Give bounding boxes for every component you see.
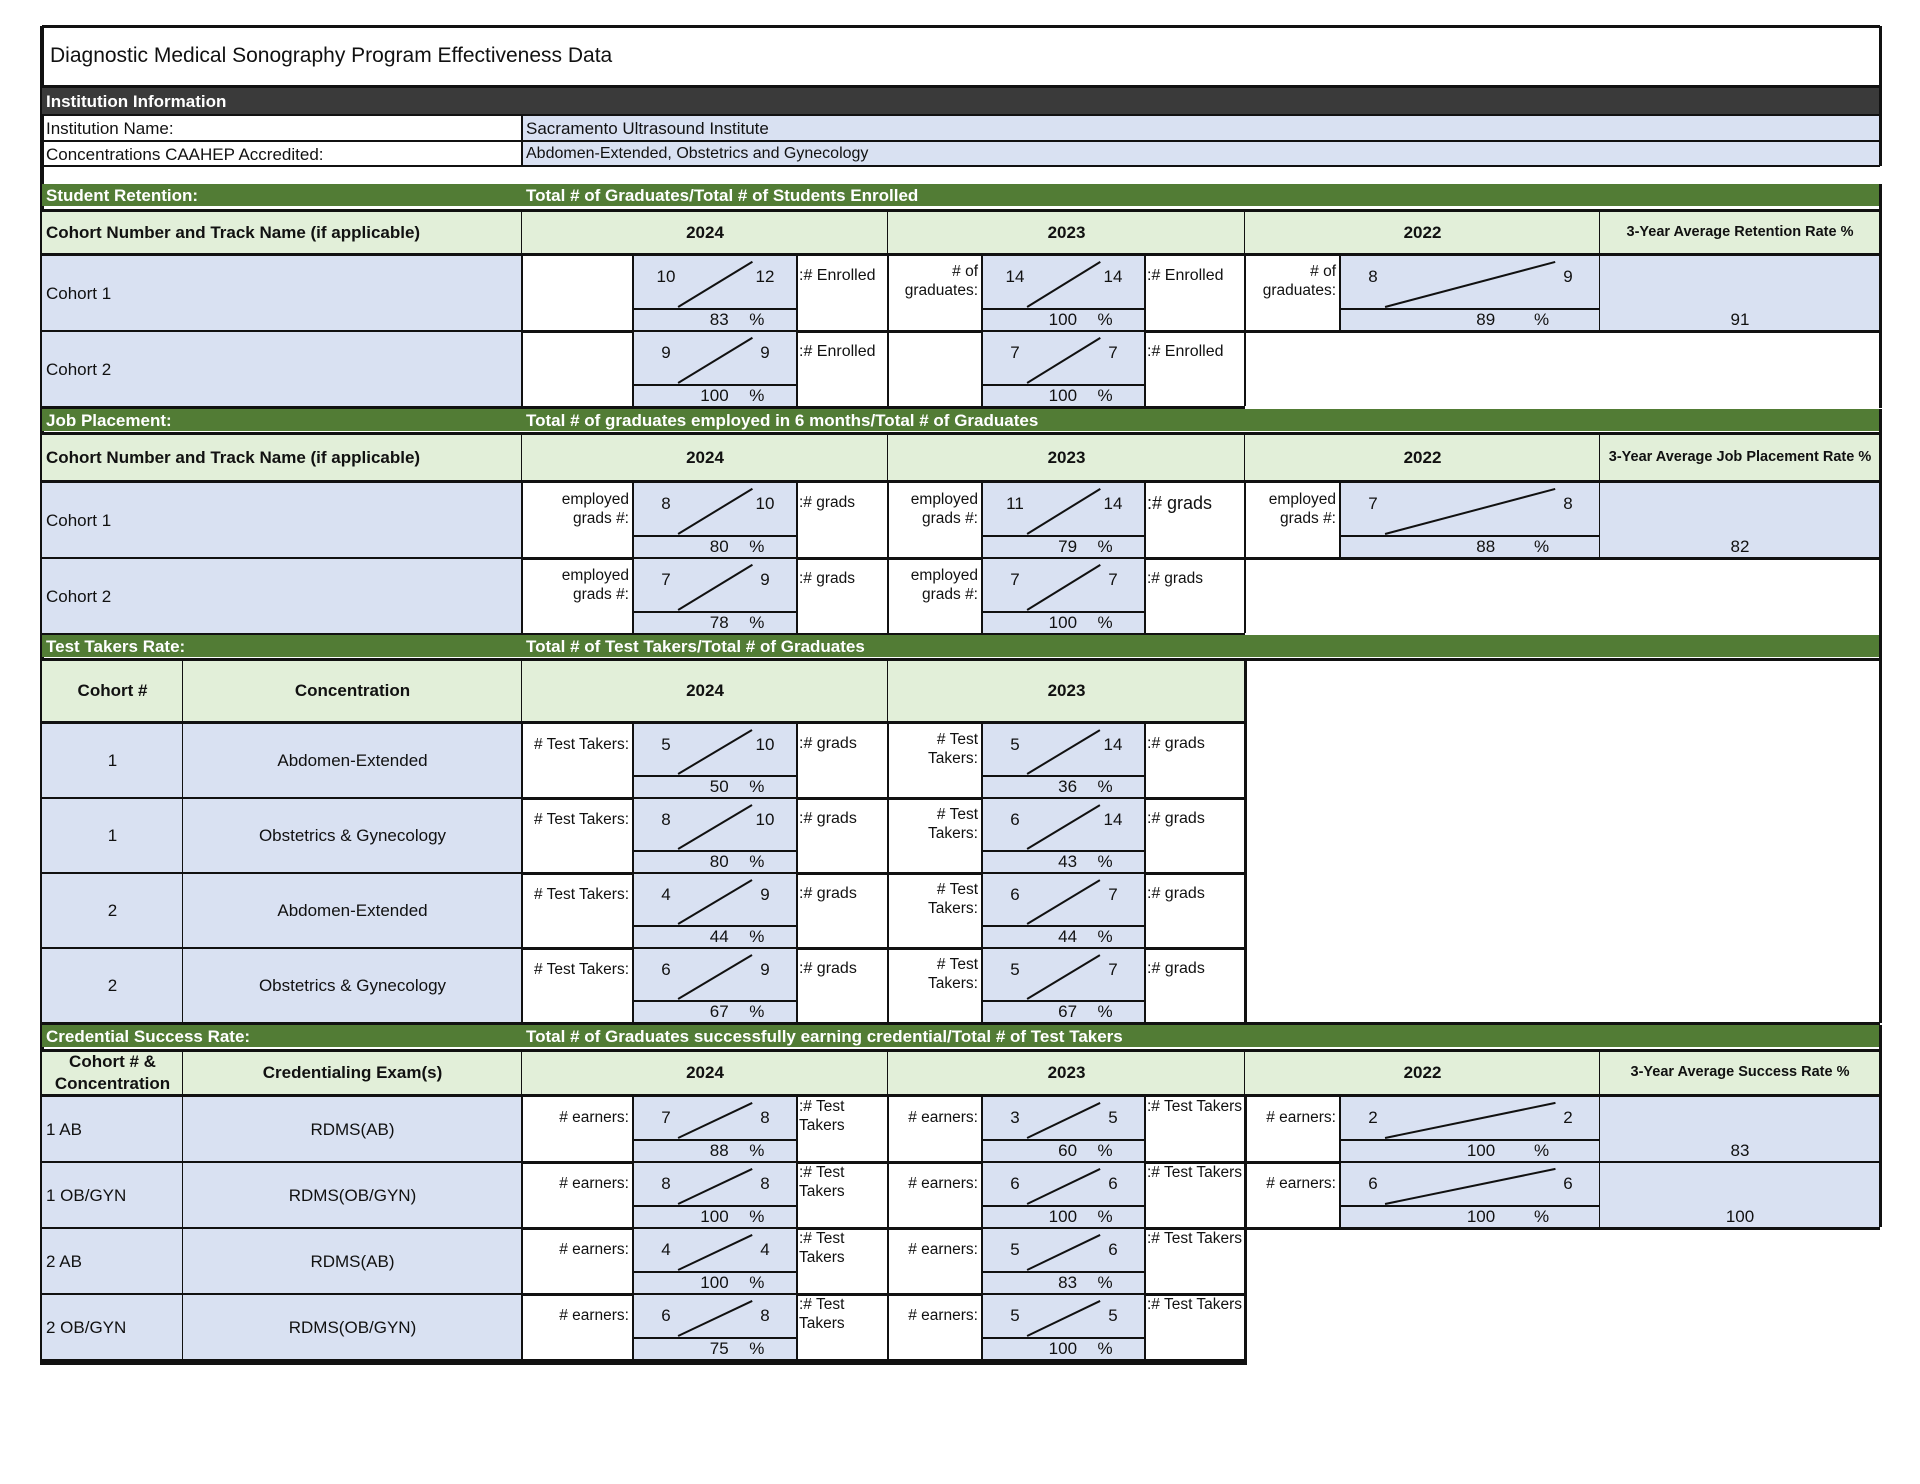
numerator-value: 6 [1010,809,1020,829]
grid-line [981,256,983,330]
prefix-label: # earners: [1266,1109,1336,1127]
denominator-value: 7 [1108,959,1118,979]
suffix-label: :# Test Takers [1147,1164,1243,1181]
denominator-value: 14 [1103,493,1123,513]
average-value: 100 [1600,1163,1880,1227]
grid-line [632,949,634,1022]
average-header: 3-Year Average Success Rate % [1600,1050,1880,1095]
percent-sign: % [1097,1207,1113,1226]
numerator-value: 6 [1010,1173,1020,1193]
concentrations-value: Abdomen-Extended, Obstetrics and Gynecology [522,142,1880,166]
prefix-label: # earners: [559,1109,629,1127]
denominator-value: 6 [1108,1239,1118,1259]
percent-sign: % [1534,310,1550,329]
percent-value: 100 [1466,1207,1496,1226]
average-header: 3-Year Average Retention Rate % [1600,210,1880,254]
prefix-label: # earners: [559,1307,629,1325]
denominator-value: 6 [1563,1173,1573,1193]
cohort-number-header: Cohort # [42,659,183,722]
percent-value: 100 [700,1207,729,1226]
denominator-value: 14 [1103,734,1123,754]
exam-header: Credentialing Exam(s) [183,1050,522,1095]
percent-value: 100 [1048,613,1078,632]
grid-line [632,332,634,406]
suffix-label: :# Test Takers [1147,1098,1243,1115]
grid-line [42,165,1880,167]
denominator-value: 10 [755,809,775,829]
denominator-value: 7 [1108,342,1118,362]
percent-value: 79 [1058,537,1078,556]
prefix-label: # earners: [908,1241,978,1259]
grid-line [981,724,983,797]
numerator-value: 14 [1005,266,1025,286]
cohort-number: 2 [42,874,183,947]
grid-line [981,874,983,947]
prefix-label: # earners: [1266,1175,1336,1193]
percent-sign: % [749,777,765,796]
numerator-value: 3 [1010,1107,1020,1127]
percent-sign: % [749,1273,765,1292]
section-formula: Total # of graduates employed in 6 months/Total # of Graduates [526,410,1039,430]
grid-line [632,1295,634,1359]
percent-sign: % [749,613,765,632]
percent-value: 50 [709,777,729,796]
section-title: Test Takers Rate: [46,636,186,656]
cohort-number: 2 [42,949,183,1022]
grid-line [981,483,983,557]
grid-line [1244,332,1247,406]
grid-line [632,874,634,947]
denominator-value: 14 [1103,809,1123,829]
percent-sign: % [1097,537,1113,556]
suffix-label: :# Test Takers [1147,1230,1243,1247]
grid-line [632,483,634,557]
denominator-value: 4 [760,1239,770,1259]
numerator-value: 8 [661,1173,671,1193]
percent-sign: % [749,1002,765,1021]
prefix-label: # of graduates: [1262,262,1336,299]
percent-value: 100 [700,1273,729,1292]
cohort-concentration: 2 AB [42,1229,183,1293]
concentrations-label: Concentrations CAAHEP Accredited: [46,144,324,164]
cohort-header: Cohort Number and Track Name (if applicable) [42,210,522,254]
grid-line [981,1097,983,1161]
percent-value: 100 [1048,386,1078,405]
prefix-label: # Test Takers: [928,955,978,992]
grid-line [981,1295,983,1359]
percent-value: 100 [1048,1339,1078,1358]
numerator-value: 4 [661,884,671,904]
percent-value: 100 [1048,1207,1078,1226]
percent-sign: % [1097,1339,1113,1358]
average-value: 91 [1600,256,1880,330]
percent-sign: % [1534,1141,1550,1160]
percent-value: 88 [709,1141,729,1160]
exam-name: RDMS(AB) [183,1097,522,1161]
denominator-value: 6 [1108,1173,1118,1193]
denominator-value: 7 [1108,569,1118,589]
grid-line [981,332,983,406]
percent-value: 100 [1048,310,1078,329]
grid-line [42,209,1880,212]
percent-value: 89 [1476,310,1496,329]
percent-value: 80 [709,852,729,871]
cohort-concentration: 1 OB/GYN [42,1163,183,1227]
grid-line [42,25,1880,28]
percent-sign: % [749,852,765,871]
cohort-header: Cohort Number and Track Name (if applicable) [42,433,522,481]
suffix-label: :# grads [1147,960,1205,977]
suffix-label: :# grads [799,570,856,588]
section-title: Job Placement: [46,410,172,430]
section-formula: Total # of Graduates successfully earning credential/Total # of Test Takers [526,1026,1123,1046]
percent-sign: % [749,386,765,405]
cohort-name: Cohort 1 [42,483,522,557]
prefix-label: employed grads #: [561,566,629,603]
percent-value: 43 [1058,852,1078,871]
year-header-2024: 2024 [522,433,888,481]
section-title: Credential Success Rate: [46,1026,251,1046]
grid-line [521,115,523,166]
percent-sign: % [749,310,765,329]
denominator-value: 12 [755,266,775,286]
percent-value: 67 [709,1002,729,1021]
prefix-label: # Test Takers: [533,811,629,829]
grid-line [632,256,634,330]
cohort-name: Cohort 2 [42,559,522,633]
grid-line [521,256,524,330]
denominator-value: 9 [1563,266,1573,286]
grid-line [1879,635,1882,1023]
denominator-value: 8 [760,1173,770,1193]
grid-line [1339,483,1341,557]
percent-value: 67 [1058,1002,1078,1021]
year-header-2024: 2024 [522,659,888,722]
average-header: 3-Year Average Job Placement Rate % [1600,433,1880,481]
numerator-value: 8 [1368,266,1378,286]
numerator-value: 2 [1368,1107,1378,1127]
suffix-label: :# grads [1147,810,1205,827]
percent-sign: % [1097,1273,1113,1292]
denominator-value: 8 [1563,493,1573,513]
year-header-2023: 2023 [888,659,1245,722]
suffix-label: :# Enrolled [1147,343,1224,360]
year-header-2022: 2022 [1245,210,1600,254]
numerator-value: 5 [1010,1239,1020,1259]
denominator-value: 10 [755,734,775,754]
suffix-label: :# grads [799,494,856,512]
cohort-number: 1 [42,724,183,797]
percent-sign: % [1534,537,1550,556]
exam-name: RDMS(OB/GYN) [183,1295,522,1359]
percent-value: 36 [1058,777,1078,796]
year-header-2024: 2024 [522,1050,888,1095]
percent-value: 88 [1476,537,1496,556]
suffix-label: :# Test Takers [799,1230,845,1267]
denominator-value: 7 [1108,884,1118,904]
suffix-label: :# grads [1147,493,1213,513]
average-value: 83 [1600,1097,1880,1161]
section-formula: Total # of Graduates/Total # of Students Enrolled [526,185,919,205]
institution-header: Institution Information [42,88,1880,114]
percent-sign: % [1097,1002,1113,1021]
numerator-value: 7 [661,569,671,589]
denominator-value: 8 [760,1107,770,1127]
year-header-2024: 2024 [522,210,888,254]
suffix-label: :# grads [1147,570,1204,588]
grid-line [1244,1095,1247,1365]
grid-line [42,658,1880,661]
percent-sign: % [749,1141,765,1160]
grid-line [1879,1025,1882,1227]
suffix-label: :# grads [799,885,857,902]
numerator-value: 7 [1368,493,1378,513]
cohort-name: Cohort 1 [42,256,522,330]
numerator-value: 5 [661,734,671,754]
grid-line [981,1229,983,1293]
percent-sign: % [1097,777,1113,796]
grid-line [632,1229,634,1293]
grid-line [42,114,1880,116]
numerator-value: 4 [661,1239,671,1259]
suffix-label: :# Test Takers [1147,1296,1243,1313]
denominator-value: 14 [1103,266,1123,286]
percent-sign: % [749,537,765,556]
numerator-value: 6 [1368,1173,1378,1193]
percent-sign: % [1097,1141,1113,1160]
cohort-concentration-header: Cohort # & Concentration [42,1050,183,1095]
numerator-value: 6 [661,1305,671,1325]
numerator-value: 7 [661,1107,671,1127]
grid-line [887,332,890,406]
percent-value: 44 [709,927,729,946]
grid-line [632,799,634,872]
percent-value: 60 [1058,1141,1078,1160]
grid-line [981,1163,983,1227]
percent-value: 44 [1058,927,1078,946]
percent-sign: % [1097,927,1113,946]
suffix-label: :# grads [1147,885,1205,902]
grid-line [1244,559,1247,633]
denominator-value: 5 [1108,1107,1118,1127]
section-title: Student Retention: [46,185,199,205]
grid-line [632,1163,634,1227]
prefix-label: # Test Takers: [533,886,629,904]
numerator-value: 7 [1010,569,1020,589]
numerator-value: 8 [661,809,671,829]
prefix-label: employed grads #: [1268,490,1336,527]
percent-sign: % [749,1339,765,1358]
cohort-concentration: 2 OB/GYN [42,1295,183,1359]
page-title: Diagnostic Medical Sonography Program Effectiveness Data [50,43,613,67]
cohort-name: Cohort 2 [42,332,522,406]
grid-line [1339,1097,1341,1161]
numerator-value: 8 [661,493,671,513]
prefix-label: # earners: [908,1307,978,1325]
denominator-value: 2 [1563,1107,1573,1127]
percent-value: 83 [1058,1273,1078,1292]
cohort-number: 1 [42,799,183,872]
suffix-label: :# grads [1147,735,1205,752]
prefix-label: # earners: [559,1241,629,1259]
grid-line [632,559,634,633]
suffix-label: :# Enrolled [799,343,876,360]
suffix-label: :# grads [799,960,857,977]
grid-line [42,1361,1245,1364]
cohort-concentration: 1 AB [42,1097,183,1161]
grid-line [1879,184,1882,408]
numerator-value: 10 [656,266,676,286]
prefix-label: # Test Takers: [928,880,978,917]
prefix-label: employed grads #: [561,490,629,527]
denominator-value: 9 [760,884,770,904]
prefix-label: employed grads #: [910,490,978,527]
grid-line [632,724,634,797]
suffix-label: :# grads [799,735,857,752]
prefix-label: # Test Takers: [533,961,629,979]
suffix-label: :# Test Takers [799,1098,845,1135]
grid-line [981,559,983,633]
numerator-value: 5 [1010,1305,1020,1325]
year-header-2023: 2023 [888,1050,1245,1095]
year-header-2022: 2022 [1245,433,1600,481]
percent-sign: % [1097,386,1113,405]
prefix-label: # Test Takers: [533,736,629,754]
numerator-value: 7 [1010,342,1020,362]
prefix-label: # Test Takers: [928,730,978,767]
year-header-2023: 2023 [888,210,1245,254]
numerator-value: 6 [1010,884,1020,904]
denominator-value: 5 [1108,1305,1118,1325]
percent-value: 78 [709,613,729,632]
percent-value: 100 [700,386,729,405]
numerator-value: 5 [1010,959,1020,979]
year-header-2023: 2023 [888,433,1245,481]
denominator-value: 10 [755,493,775,513]
grid-line [1244,659,1247,1023]
prefix-label: # earners: [559,1175,629,1193]
prefix-label: # of graduates: [904,262,978,299]
section-formula: Total # of Test Takers/Total # of Graduates [526,636,865,656]
average-value: 82 [1600,483,1880,557]
grid-line [981,799,983,872]
percent-sign: % [1097,613,1113,632]
institution-name-label: Institution Name: [46,118,174,138]
percent-sign: % [749,927,765,946]
numerator-value: 5 [1010,734,1020,754]
suffix-label: :# Enrolled [1147,267,1224,284]
exam-name: RDMS(OB/GYN) [183,1163,522,1227]
grid-line [981,949,983,1022]
numerator-value: 6 [661,959,671,979]
grid-line [1879,26,1882,166]
grid-line [521,332,524,406]
numerator-value: 9 [661,342,671,362]
percent-value: 83 [709,310,729,329]
grid-line [1339,1163,1341,1227]
exam-name: RDMS(AB) [183,1229,522,1293]
concentration-header: Concentration [183,659,522,722]
prefix-label: # Test Takers: [928,805,978,842]
concentration-name: Abdomen-Extended [183,874,522,947]
concentration-name: Abdomen-Extended [183,724,522,797]
grid-line [1339,256,1341,330]
numerator-value: 11 [1006,493,1024,513]
concentration-name: Obstetrics & Gynecology [183,799,522,872]
grid-line [42,140,1880,142]
suffix-label: :# grads [799,810,857,827]
suffix-label: :# Test Takers [799,1164,845,1201]
prefix-label: # earners: [908,1109,978,1127]
grid-line [42,432,1880,435]
year-header-2022: 2022 [1245,1050,1600,1095]
percent-sign: % [1534,1207,1550,1226]
grid-line [1879,409,1882,635]
percent-value: 80 [709,537,729,556]
denominator-value: 8 [760,1305,770,1325]
denominator-value: 9 [760,342,770,362]
suffix-label: :# Test Takers [799,1296,845,1333]
grid-line [42,1049,1880,1052]
percent-value: 100 [1466,1141,1496,1160]
percent-sign: % [1097,310,1113,329]
prefix-label: employed grads #: [910,566,978,603]
percent-sign: % [749,1207,765,1226]
concentration-name: Obstetrics & Gynecology [183,949,522,1022]
grid-line [632,1097,634,1161]
denominator-value: 9 [760,569,770,589]
institution-name-value: Sacramento Ultrasound Institute [522,116,1880,140]
denominator-value: 9 [760,959,770,979]
suffix-label: :# Enrolled [799,267,876,284]
prefix-label: # earners: [908,1175,978,1193]
percent-sign: % [1097,852,1113,871]
percent-value: 75 [709,1339,729,1358]
